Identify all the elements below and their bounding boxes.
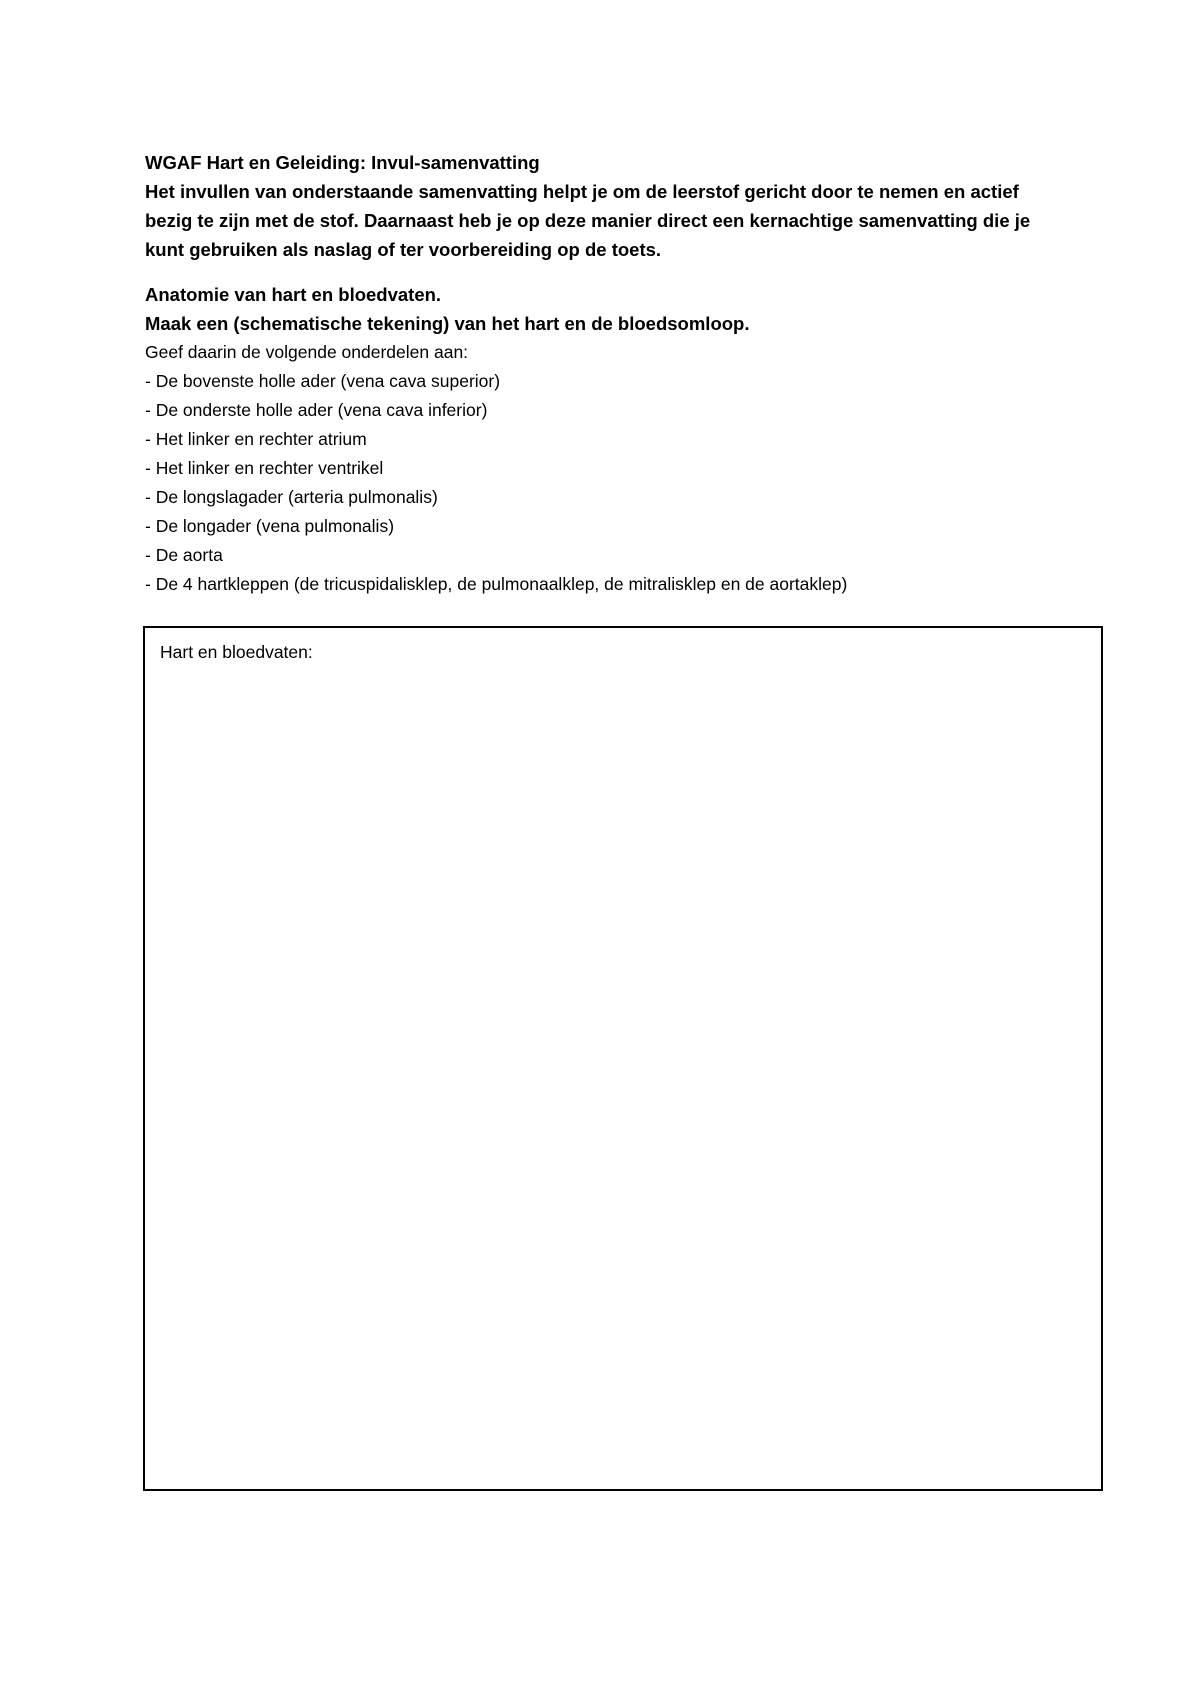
drawing-answer-box[interactable]	[143, 626, 1103, 1491]
list-item: - De longslagader (arteria pulmonalis)	[145, 487, 438, 507]
list-item: - Het linker en rechter ventrikel	[145, 458, 384, 478]
document-content	[145, 148, 1045, 599]
parts-list	[145, 367, 1045, 599]
list-item: - De onderste holle ader (vena cava inferior)	[145, 400, 488, 420]
list-item: - De longader (vena pulmonalis)	[145, 516, 395, 536]
list-item: - Het linker en rechter atrium	[145, 429, 367, 449]
section-subheading: Maak een (schematische tekening) van het hart en de bloedsomloop.	[145, 313, 750, 334]
section-heading: Anatomie van hart en bloedvaten.	[145, 284, 442, 305]
list-item: - De 4 hartkleppen (de tricuspidalisklep, de pulmonaalklep, de mitralisklep en de aortaklep)	[145, 574, 848, 594]
list-item: - De aorta	[145, 545, 223, 565]
instruction-text: Geef daarin de volgende onderdelen aan:	[145, 342, 469, 362]
list-item: - De bovenste holle ader (vena cava superior)	[145, 371, 501, 391]
intro-paragraph: Het invullen van onderstaande samenvatting helpt je om de leerstof gericht door te nemen en actief bezig te zijn met de stof. Daarnaast heb je op deze manier direct een kernachtige samenvatting die je kunt gebruiken als naslag of ter voorbereiding op de toets.	[145, 181, 1031, 260]
drawing-box-label: Hart en bloedvaten:	[160, 642, 313, 662]
document-title: WGAF Hart en Geleiding: Invul-samenvatting	[145, 152, 540, 173]
